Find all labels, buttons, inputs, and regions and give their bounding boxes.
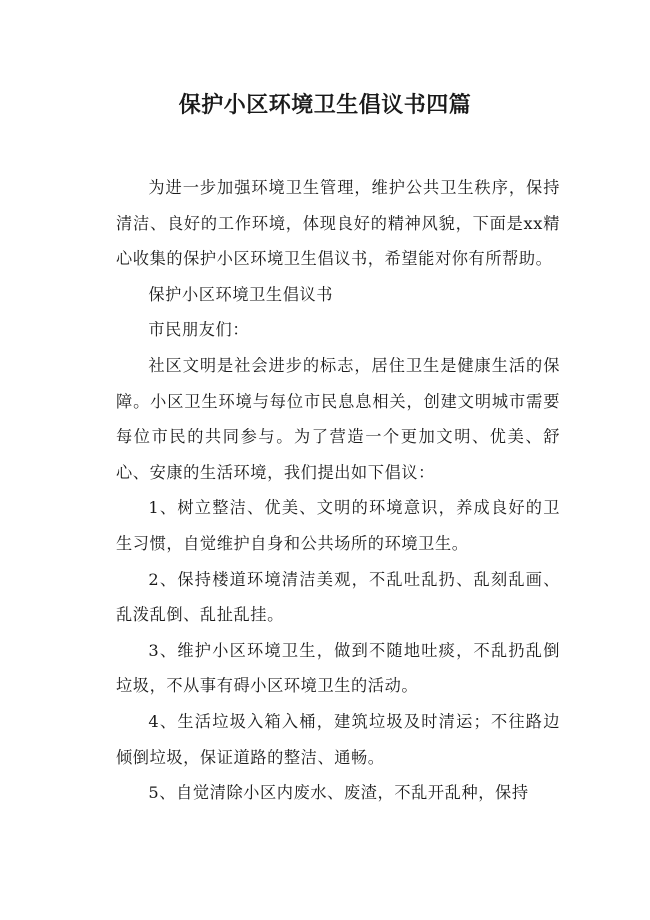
proposal-item-2: 2、保持楼道环境清洁美观，不乱吐乱扔、乱刻乱画、乱泼乱倒、乱扯乱挂。 xyxy=(116,569,560,625)
proposal-item-4: 4、生活垃圾入箱入桶，建筑垃圾及时清运；不往路边倾倒垃圾，保证道路的整洁、通畅。 xyxy=(116,711,560,767)
proposal-item-1: 1、树立整洁、优美、文明的环境意识，养成良好的卫生习惯，自觉维护自身和公共场所的环境卫生。 xyxy=(116,498,560,553)
paragraph-opening: 社区文明是社会进步的标志，居住卫生是健康生活的保障。小区卫生环境与每位市民息息相关，创建文明城市需要每位市民的共同参与。为了营造一个更加文明、优美、舒心、安康的生活环境，我们提出如下倡议： xyxy=(116,355,560,482)
intro-paragraph: 为进一步加强环境卫生管理，维护公共卫生秩序，保持清洁、良好的工作环境，体现良好的精神风貌，下面是xx精心收集的保护小区环境卫生倡议书，希望能对你有所帮助。 xyxy=(116,178,560,269)
document-title: 保护小区环境卫生倡议书四篇 xyxy=(178,92,472,118)
letter-heading: 保护小区环境卫生倡议书 xyxy=(148,284,334,304)
proposal-item-3: 3、维护小区环境卫生，做到不随地吐痰，不乱扔乱倒垃圾，不从事有碍小区环境卫生的活动。 xyxy=(116,640,560,696)
salutation: 市民朋友们： xyxy=(148,320,250,340)
document-body xyxy=(116,170,560,811)
proposal-item-5: 5、自觉清除小区内废水、废渣，不乱开乱种，保持 xyxy=(148,783,529,803)
